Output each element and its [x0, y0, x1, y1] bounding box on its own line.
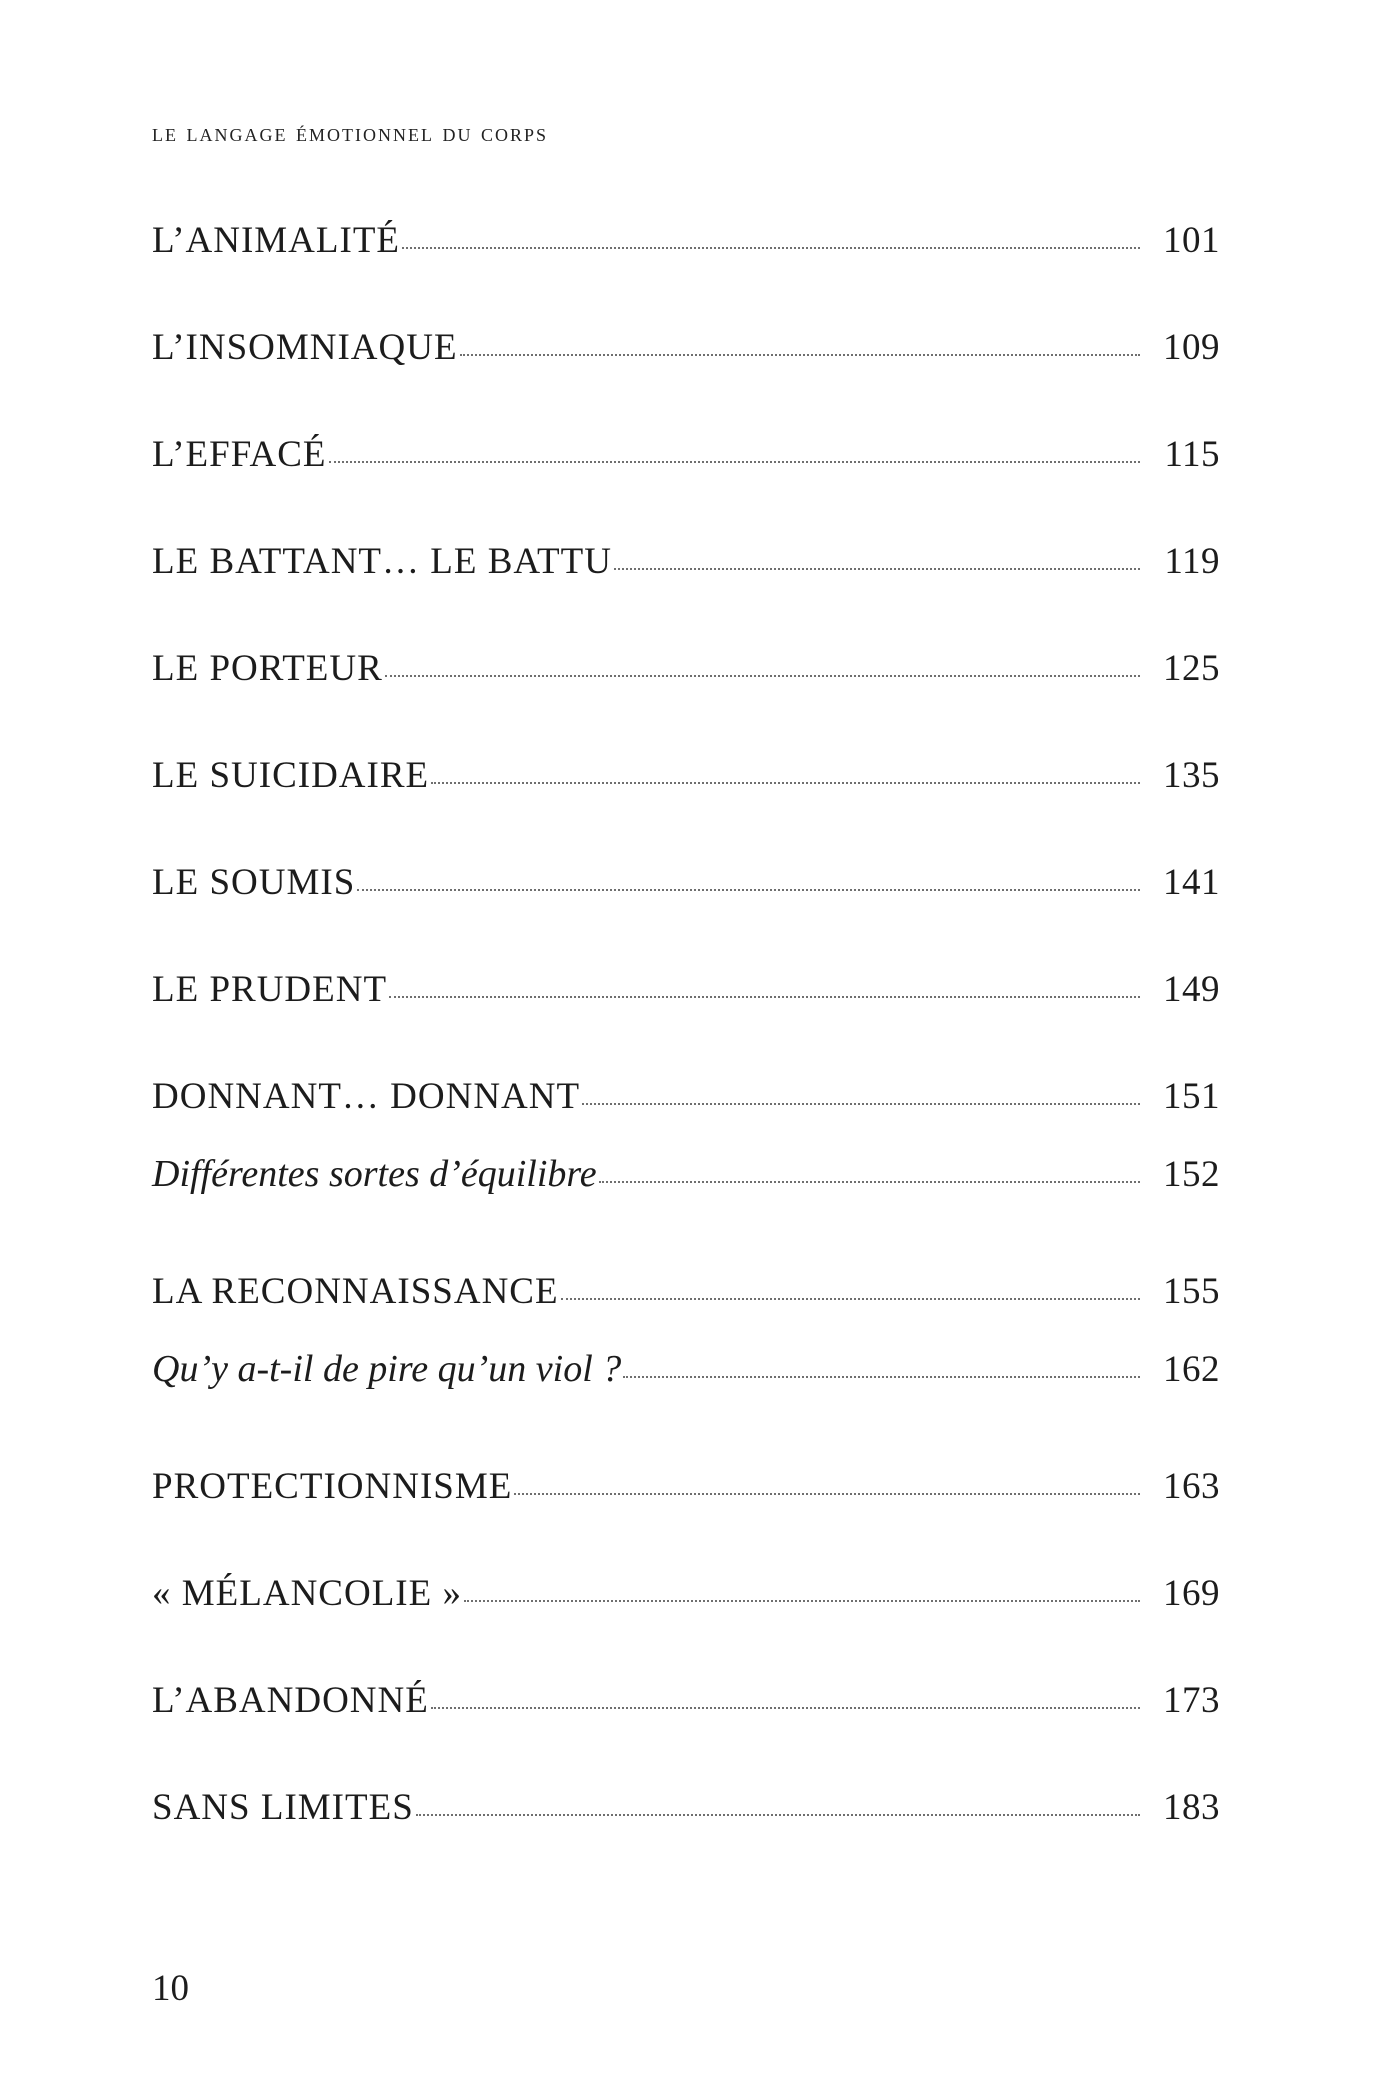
toc-entry-page-number: 163	[1163, 1466, 1220, 1507]
dot-leader	[385, 675, 1140, 677]
toc-entry-page-number: 152	[1163, 1154, 1220, 1195]
toc-entry-page-number: 162	[1163, 1349, 1220, 1390]
toc-entry-page-number: 155	[1163, 1271, 1220, 1312]
toc-entry	[152, 1468, 1220, 1505]
toc-entry-title: DONNANT… DONNANT	[152, 1076, 581, 1117]
toc-entry-title: SANS LIMITES	[152, 1787, 414, 1828]
toc-entry	[152, 1682, 1220, 1719]
toc-entry-title: LE SOUMIS	[152, 862, 356, 903]
toc-entry-page-number: 149	[1163, 969, 1220, 1010]
toc-entry-title: L’INSOMNIAQUE	[152, 327, 458, 368]
toc-entry-title: Différentes sortes d’équilibre	[152, 1153, 597, 1195]
toc-entry	[152, 1789, 1220, 1826]
toc-entry	[152, 222, 1220, 259]
toc-entry	[152, 650, 1220, 687]
toc-entry-title: LE SUICIDAIRE	[152, 755, 430, 796]
toc-entry-page-number: 183	[1163, 1787, 1220, 1828]
toc-entry-title: PROTECTIONNISME	[152, 1466, 513, 1507]
toc-entry	[152, 1078, 1220, 1115]
toc-entry-page-number: 173	[1163, 1680, 1220, 1721]
toc-entry-title: LE BATTANT… LE BATTU	[152, 541, 612, 582]
toc-entry-page-number: 115	[1164, 434, 1220, 475]
dot-leader	[431, 1707, 1140, 1709]
toc-entry	[152, 543, 1220, 580]
toc-entry	[152, 971, 1220, 1008]
dot-leader	[582, 1103, 1140, 1105]
toc-entry-title: LA RECONNAISSANCE	[152, 1271, 559, 1312]
toc-entry-title: LE PRUDENT	[152, 969, 388, 1010]
toc-entry-title: « MÉLANCOLIE »	[152, 1573, 462, 1614]
toc-entry-page-number: 151	[1163, 1076, 1220, 1117]
toc-entry	[152, 1350, 1220, 1388]
toc-entry-page-number: 141	[1163, 862, 1220, 903]
dot-leader	[561, 1298, 1140, 1300]
toc-entry-title: L’ABANDONNÉ	[152, 1680, 429, 1721]
toc-entry	[152, 864, 1220, 901]
dot-leader	[514, 1493, 1140, 1495]
dot-leader	[599, 1181, 1140, 1183]
dot-leader	[431, 782, 1140, 784]
dot-leader	[614, 568, 1140, 570]
dot-leader	[402, 247, 1140, 249]
toc-entry-title: LE PORTEUR	[152, 648, 383, 689]
toc-entry-page-number: 135	[1163, 755, 1220, 796]
toc-entry	[152, 329, 1220, 366]
toc-entry-page-number: 125	[1163, 648, 1220, 689]
running-head: le langage émotionnel du corps	[152, 118, 548, 147]
toc-entry-title: L’ANIMALITÉ	[152, 220, 401, 261]
toc-entry-page-number: 169	[1163, 1573, 1220, 1614]
dot-leader	[623, 1376, 1140, 1378]
dot-leader	[416, 1814, 1140, 1816]
toc-entry	[152, 436, 1220, 473]
toc-entry-page-number: 109	[1163, 327, 1220, 368]
toc-entry-page-number: 101	[1163, 220, 1220, 261]
toc-entry	[152, 757, 1220, 794]
dot-leader	[389, 996, 1140, 998]
toc-entry	[152, 1273, 1220, 1310]
dot-leader	[460, 354, 1140, 356]
toc-entry-page-number: 119	[1164, 541, 1220, 582]
dot-leader	[464, 1600, 1140, 1602]
toc-entry-title: Qu’y a-t-il de pire qu’un viol ?	[152, 1348, 622, 1390]
dot-leader	[357, 889, 1140, 891]
page-number: 10	[152, 1968, 189, 2009]
dot-leader	[329, 461, 1140, 463]
toc-entry	[152, 1155, 1220, 1193]
toc-entry	[152, 1575, 1220, 1612]
toc-entry-title: L’EFFACÉ	[152, 434, 327, 475]
